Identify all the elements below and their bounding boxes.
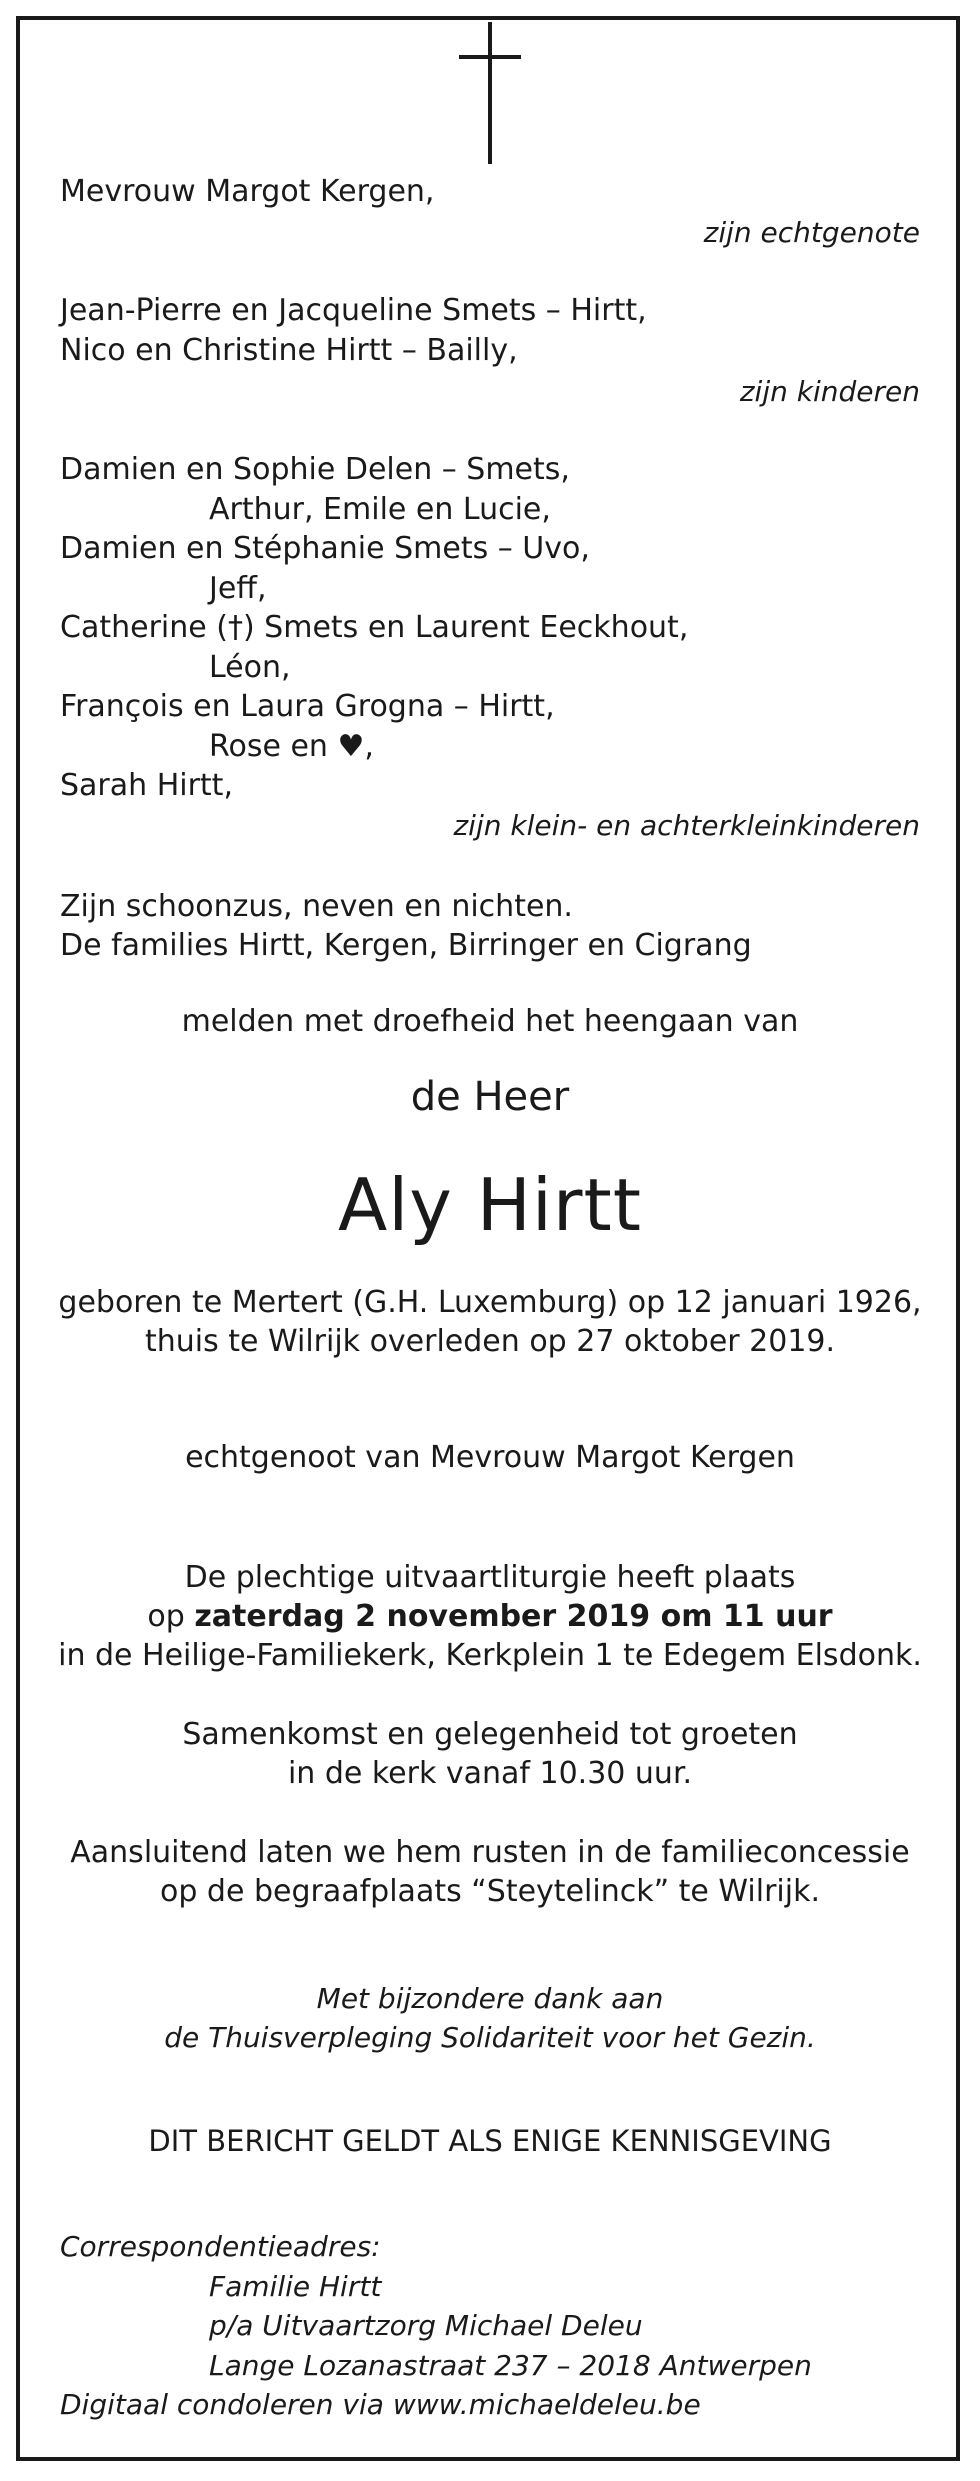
thanks-line: de Thuisverpleging Solidariteit voor het Gezin. (164, 2021, 816, 2054)
announcement: melden met droefheid het heengaan van (181, 1004, 799, 1039)
gathering-line: in de kerk vanaf 10.30 uur. (287, 1756, 693, 1791)
relatives-line: Zijn schoonzus, neven en nichten. (60, 889, 573, 924)
thanks-line: Met bijzondere dank aan (316, 1982, 664, 2015)
birth-line: geboren te Mertert (G.H. Luxemburg) op 12 januari 1926, (58, 1285, 922, 1320)
grandchild-line: Damien en Sophie Delen – Smets, (60, 452, 570, 487)
correspondence-label: Correspondentieadres: (60, 2230, 381, 2263)
funeral-location: in de Heilige-Familiekerk, Kerkplein 1 te Edegem Elsdonk. (58, 1638, 922, 1673)
funeral-date-prefix: op (147, 1599, 195, 1634)
death-line: thuis te Wilrijk overleden op 27 oktober 2019. (144, 1324, 836, 1359)
grandchild-line: François en Laura Grogna – Hirtt, (60, 689, 555, 724)
children-role: zijn kinderen (739, 375, 920, 408)
grandchild-line: Rose en ♥, (209, 729, 374, 764)
spouse-role: zijn echtgenote (703, 216, 920, 249)
condolence-line: Digitaal condoleren via www.michaeldeleu.be (60, 2388, 701, 2421)
funeral-date-line (0, 1597, 980, 1637)
grandchildren-role: zijn klein- en achterkleinkinderen (453, 809, 920, 842)
grandchild-line: Catherine (†) Smets en Laurent Eeckhout, (60, 610, 689, 645)
cross-icon (459, 22, 521, 164)
burial-line: Aansluitend laten we hem rusten in de familieconcessie (70, 1835, 910, 1870)
grandchild-line: Damien en Stéphanie Smets – Uvo, (60, 531, 590, 566)
child-line: Nico en Christine Hirtt – Bailly, (60, 333, 518, 368)
grandchild-line: Arthur, Emile en Lucie, (209, 492, 551, 527)
grandchild-line: Léon, (209, 650, 291, 685)
correspondence-line: Familie Hirtt (209, 2270, 382, 2303)
funeral-date: zaterdag 2 november 2019 om 11 uur (194, 1599, 833, 1634)
notice: DIT BERICHT GELDT ALS ENIGE KENNISGEVING (148, 2124, 832, 2158)
grandchild-line: Sarah Hirtt, (60, 768, 233, 803)
deceased-name: Aly Hirtt (338, 1163, 642, 1247)
grandchild-line: Jeff, (209, 571, 267, 606)
gathering-line: Samenkomst en gelegenheid tot groeten (182, 1717, 798, 1752)
correspondence-line: p/a Uitvaartzorg Michael Deleu (209, 2309, 643, 2342)
child-line: Jean-Pierre en Jacqueline Smets – Hirtt, (60, 293, 647, 328)
honorific-title: de Heer (410, 1074, 570, 1120)
burial-line: op de begraafplaats “Steytelinck” te Wilrijk. (160, 1874, 820, 1909)
spouse-name: Mevrouw Margot Kergen, (60, 174, 435, 209)
correspondence-line: Lange Lozanastraat 237 – 2018 Antwerpen (209, 2349, 812, 2382)
spouse-of: echtgenoot van Mevrouw Margot Kergen (185, 1440, 795, 1475)
funeral-line: De plechtige uitvaartliturgie heeft plaats (184, 1560, 796, 1595)
relatives-line: De families Hirtt, Kergen, Birringer en Cigrang (60, 928, 752, 963)
